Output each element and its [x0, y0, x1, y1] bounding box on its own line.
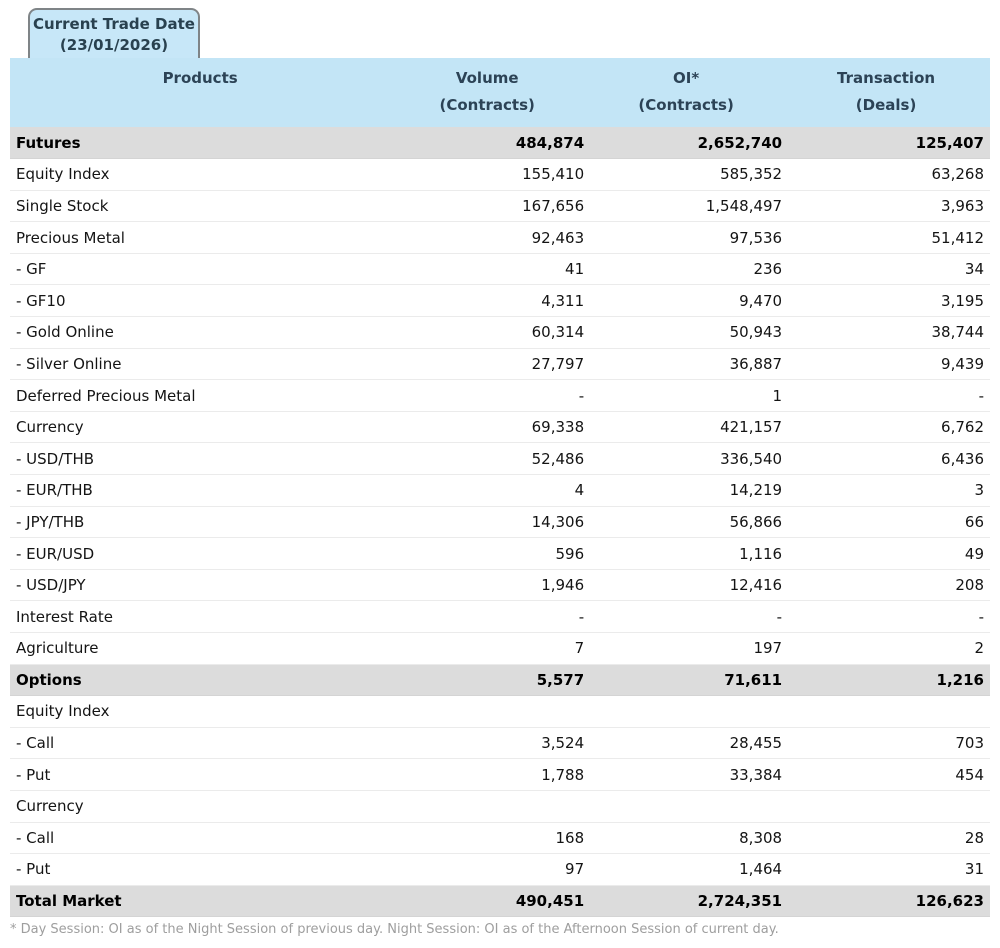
- table-row: [10, 285, 990, 317]
- column-header-transaction: [788, 58, 990, 127]
- table-row: [10, 538, 990, 570]
- oi-cell: 2,724,351: [590, 885, 788, 917]
- transaction-cell: 1,216: [788, 664, 990, 696]
- transaction-cell: 454: [788, 759, 990, 791]
- table-row: [10, 664, 990, 696]
- volume-header-label: Volume: [455, 69, 519, 87]
- market-summary-table: [10, 58, 990, 917]
- product-cell: - Call: [10, 822, 390, 854]
- table-header-row: [10, 58, 990, 127]
- table-row: [10, 380, 990, 412]
- oi-cell: 197: [590, 633, 788, 665]
- product-cell: - Put: [10, 759, 390, 791]
- oi-cell: 585,352: [590, 159, 788, 191]
- oi-cell: 97,536: [590, 222, 788, 254]
- volume-cell: 155,410: [390, 159, 590, 191]
- volume-cell: 490,451: [390, 885, 590, 917]
- transaction-cell: 34: [788, 253, 990, 285]
- oi-cell: 421,157: [590, 411, 788, 443]
- transaction-header-sub: (Deals): [855, 96, 917, 114]
- product-cell: - GF: [10, 253, 390, 285]
- volume-cell: 69,338: [390, 411, 590, 443]
- table-row: [10, 759, 990, 791]
- transaction-cell: 2: [788, 633, 990, 665]
- column-header-oi: [590, 58, 788, 127]
- oi-cell: 56,866: [590, 506, 788, 538]
- transaction-header-label: Transaction: [837, 69, 936, 87]
- table-row: [10, 253, 990, 285]
- table-row: [10, 127, 990, 159]
- volume-cell: 92,463: [390, 222, 590, 254]
- oi-cell: 1: [590, 380, 788, 412]
- product-cell: - Gold Online: [10, 317, 390, 349]
- volume-cell: 1,788: [390, 759, 590, 791]
- oi-cell: 9,470: [590, 285, 788, 317]
- transaction-cell: 49: [788, 538, 990, 570]
- volume-cell: 27,797: [390, 348, 590, 380]
- products-header-label: Products: [162, 69, 238, 87]
- transaction-cell: 3,963: [788, 190, 990, 222]
- volume-cell: 167,656: [390, 190, 590, 222]
- tab-date: (23/01/2026): [59, 36, 169, 54]
- transaction-cell: [788, 696, 990, 728]
- oi-cell: 28,455: [590, 727, 788, 759]
- product-cell: - Call: [10, 727, 390, 759]
- product-cell: Currency: [10, 411, 390, 443]
- table-row: [10, 506, 990, 538]
- volume-cell: 97: [390, 854, 590, 886]
- table-row: [10, 190, 990, 222]
- oi-cell: 12,416: [590, 569, 788, 601]
- table-row: [10, 633, 990, 665]
- oi-cell: 1,116: [590, 538, 788, 570]
- column-header-products: [10, 58, 390, 127]
- transaction-cell: 3,195: [788, 285, 990, 317]
- oi-cell: 50,943: [590, 317, 788, 349]
- volume-cell: 60,314: [390, 317, 590, 349]
- product-cell: - Silver Online: [10, 348, 390, 380]
- transaction-cell: 208: [788, 569, 990, 601]
- oi-cell: [590, 790, 788, 822]
- oi-cell: [590, 696, 788, 728]
- table-row: [10, 727, 990, 759]
- product-cell: Equity Index: [10, 696, 390, 728]
- volume-cell: [390, 790, 590, 822]
- product-cell: Deferred Precious Metal: [10, 380, 390, 412]
- oi-cell: 336,540: [590, 443, 788, 475]
- product-cell: Interest Rate: [10, 601, 390, 633]
- volume-cell: 52,486: [390, 443, 590, 475]
- transaction-cell: 38,744: [788, 317, 990, 349]
- table-row: [10, 222, 990, 254]
- volume-cell: 7: [390, 633, 590, 665]
- volume-cell: -: [390, 380, 590, 412]
- product-cell: Single Stock: [10, 190, 390, 222]
- oi-cell: -: [590, 601, 788, 633]
- volume-cell: 4: [390, 475, 590, 507]
- table-row: [10, 348, 990, 380]
- product-cell: - EUR/THB: [10, 475, 390, 507]
- transaction-cell: [788, 790, 990, 822]
- volume-cell: 1,946: [390, 569, 590, 601]
- transaction-cell: 703: [788, 727, 990, 759]
- table-row: [10, 443, 990, 475]
- product-cell: Currency: [10, 790, 390, 822]
- product-cell: Equity Index: [10, 159, 390, 191]
- transaction-cell: 6,762: [788, 411, 990, 443]
- oi-cell: 14,219: [590, 475, 788, 507]
- transaction-cell: 125,407: [788, 127, 990, 159]
- volume-cell: [390, 696, 590, 728]
- product-cell: Total Market: [10, 885, 390, 917]
- transaction-cell: -: [788, 601, 990, 633]
- oi-header-label: OI*: [673, 69, 700, 87]
- table-row: [10, 696, 990, 728]
- volume-cell: 3,524: [390, 727, 590, 759]
- oi-cell: 33,384: [590, 759, 788, 791]
- volume-cell: -: [390, 601, 590, 633]
- oi-cell: 236: [590, 253, 788, 285]
- product-cell: - Put: [10, 854, 390, 886]
- tab-current-trade-date[interactable]: [28, 8, 200, 58]
- transaction-cell: 31: [788, 854, 990, 886]
- oi-footnote: * Day Session: OI as of the Night Session of previous day. Night Session: OI as of the Afternoon Session of current day.: [10, 922, 779, 938]
- oi-cell: 71,611: [590, 664, 788, 696]
- tab-title: Current Trade Date: [33, 15, 195, 33]
- volume-cell: 4,311: [390, 285, 590, 317]
- transaction-cell: 51,412: [788, 222, 990, 254]
- table-row: [10, 475, 990, 507]
- transaction-cell: 6,436: [788, 443, 990, 475]
- oi-cell: 1,548,497: [590, 190, 788, 222]
- volume-cell: 14,306: [390, 506, 590, 538]
- transaction-cell: -: [788, 380, 990, 412]
- table-row: [10, 569, 990, 601]
- transaction-cell: 66: [788, 506, 990, 538]
- table-row: [10, 822, 990, 854]
- oi-cell: 36,887: [590, 348, 788, 380]
- product-cell: - GF10: [10, 285, 390, 317]
- transaction-cell: 126,623: [788, 885, 990, 917]
- table-row: [10, 885, 990, 917]
- product-cell: - USD/THB: [10, 443, 390, 475]
- product-cell: Precious Metal: [10, 222, 390, 254]
- transaction-cell: 63,268: [788, 159, 990, 191]
- oi-cell: 2,652,740: [590, 127, 788, 159]
- table-row: [10, 411, 990, 443]
- table-row: [10, 317, 990, 349]
- transaction-cell: 9,439: [788, 348, 990, 380]
- oi-cell: 8,308: [590, 822, 788, 854]
- product-cell: - EUR/USD: [10, 538, 390, 570]
- transaction-cell: 28: [788, 822, 990, 854]
- volume-cell: 41: [390, 253, 590, 285]
- volume-cell: 596: [390, 538, 590, 570]
- product-cell: - USD/JPY: [10, 569, 390, 601]
- volume-cell: 484,874: [390, 127, 590, 159]
- volume-cell: 5,577: [390, 664, 590, 696]
- volume-header-sub: (Contracts): [439, 96, 535, 114]
- table-row: [10, 601, 990, 633]
- table-row: [10, 854, 990, 886]
- oi-header-sub: (Contracts): [638, 96, 734, 114]
- product-cell: - JPY/THB: [10, 506, 390, 538]
- oi-cell: 1,464: [590, 854, 788, 886]
- product-cell: Agriculture: [10, 633, 390, 665]
- products-header-sub: [10, 95, 390, 116]
- table-row: [10, 790, 990, 822]
- product-cell: Futures: [10, 127, 390, 159]
- volume-cell: 168: [390, 822, 590, 854]
- transaction-cell: 3: [788, 475, 990, 507]
- table-row: [10, 159, 990, 191]
- column-header-volume: [390, 58, 590, 127]
- table-body: [10, 127, 990, 917]
- product-cell: Options: [10, 664, 390, 696]
